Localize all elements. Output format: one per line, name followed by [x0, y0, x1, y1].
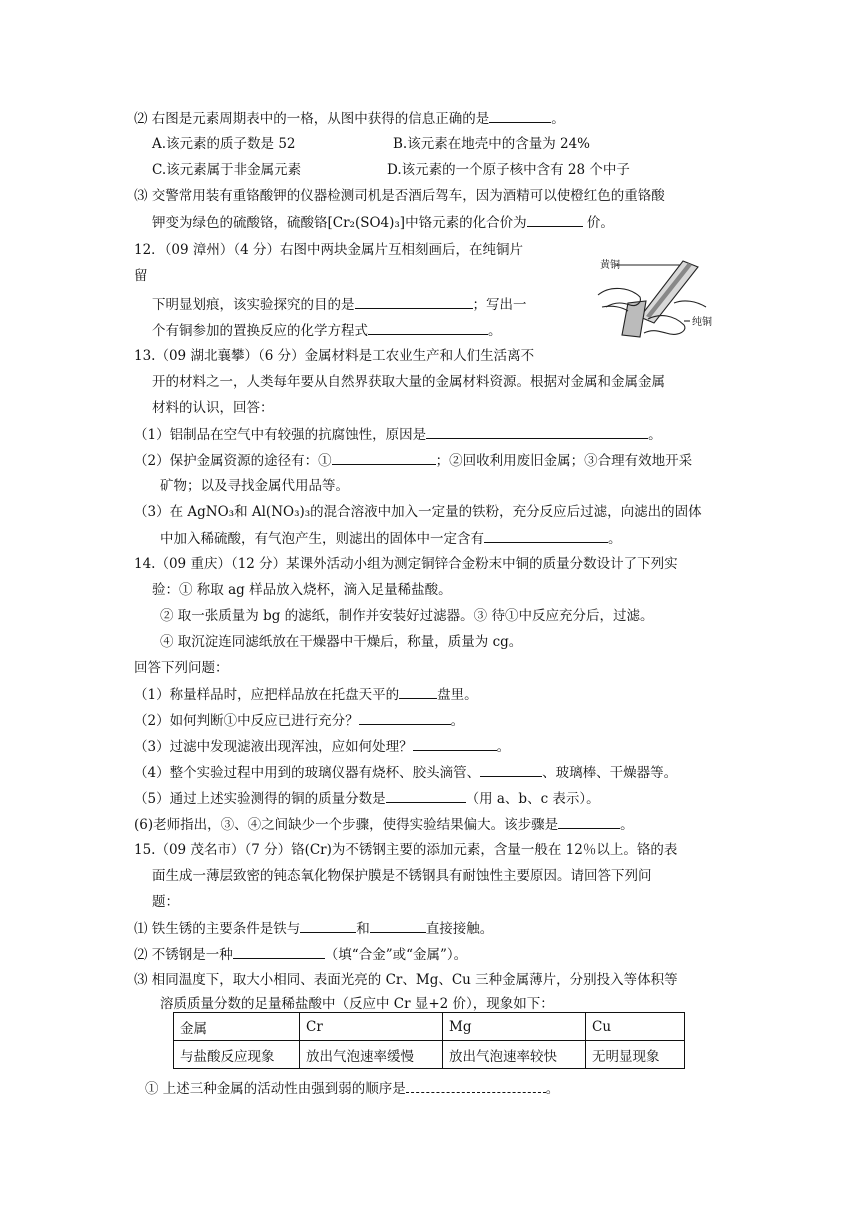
- q14-text: 、玻璃棒、干燥器等。: [542, 765, 678, 781]
- q13-line2: 开的材料之一，人类每年要从自然界获取大量的金属材料资源。根据对金属和金属金属: [152, 374, 665, 390]
- q2-stem: ⑵ 右图是元素周期表中的一格，从图中获得的信息正确的是: [134, 111, 490, 127]
- q13-text: 中加入稀硫酸，有气泡产生，则滤出的固体中一定含有: [160, 531, 484, 547]
- q14-answer-intro: 回答下列问题：: [134, 660, 229, 676]
- q12-line2: [152, 294, 527, 315]
- q12-line1: 12．（09 漳州）（4 分）右图中两块金属片互相刻画后，在纯铜片: [134, 242, 524, 258]
- answer-blank[interactable]: [300, 918, 356, 933]
- q12-text: 个有铜参加的置换反应的化学方程式: [152, 323, 368, 339]
- q15-text: 和: [356, 921, 370, 937]
- q13-text: 。: [608, 531, 622, 547]
- q14-sub5: [134, 788, 600, 809]
- answer-blank[interactable]: [489, 108, 551, 123]
- q13-sub3-cont: [160, 528, 622, 549]
- q15-line1: 15.（09 茂名市）（7 分）铬(Cr)为不锈钢主要的添加元素，含量一般在 12％以上。铬的表: [134, 842, 678, 858]
- option-b: B.该元素在地壳中的含量为 24%: [393, 136, 591, 152]
- table-cell: Cu: [586, 1013, 685, 1041]
- q13-text: （1）铝制品在空气中有较强的抗腐蚀性，原因是: [134, 427, 427, 443]
- table-cell: 与盐酸反应现象: [174, 1041, 300, 1069]
- q13-sub1: [134, 424, 662, 445]
- answer-blank[interactable]: [359, 710, 451, 725]
- q15-text: （填“合金”或“金属”）。: [324, 947, 468, 963]
- q13-text: （2）保护金属资源的途径有：①: [134, 453, 332, 469]
- q12-text: 下明显划痕，该实验探究的目的是: [152, 297, 355, 313]
- q13-sub3: （3）在 AgNO₃和 Al(NO₃)₃的混合溶液中加入一定量的铁粉，充分反应后过滤，向滤出的固体: [134, 504, 702, 520]
- q14-text: 。: [450, 713, 465, 729]
- q15-sub2: [134, 944, 467, 965]
- q12-text: ；写出一: [472, 297, 527, 313]
- answer-blank[interactable]: [355, 294, 473, 309]
- q15-text: ① 上述三种金属的活动性由强到弱的顺序是: [145, 1081, 406, 1097]
- table-cell: Mg: [443, 1013, 586, 1041]
- q14-text: 。: [496, 739, 511, 755]
- q13-line3: 材料的认识，回答：: [152, 400, 274, 416]
- answer-blank[interactable]: [406, 1078, 546, 1093]
- q15-text: ⑵ 不锈钢是一种: [134, 947, 233, 963]
- table-row: [174, 1013, 685, 1041]
- q14-text: 。: [620, 817, 634, 833]
- q15-sub3-cont: 溶质质量分数的足量稀盐酸中（反应中 Cr 显+2 价），现象如下：: [160, 996, 554, 1012]
- option-c: C.该元素属于非金属元素: [152, 162, 302, 178]
- q14-sub2: [134, 710, 464, 731]
- table-row: [174, 1041, 685, 1069]
- q14-sub6: [134, 814, 634, 835]
- metal-scratch-figure: [588, 255, 718, 340]
- table-cell: 无明显现象: [586, 1041, 685, 1069]
- table-cell: 放出气泡速率较快: [443, 1041, 586, 1069]
- q14-text: （3）过滤中发现滤液出现浑浊，应如何处理？: [134, 739, 413, 755]
- q14-text: （1）称量样品时，应把样品放在托盘天平的: [134, 687, 400, 703]
- table-cell: 金属: [174, 1013, 300, 1041]
- q2-stem-line: [134, 108, 565, 129]
- answer-blank[interactable]: [332, 450, 436, 465]
- q14-line1: 14.（09 重庆）（12 分）某课外活动小组为测定铜锌合金粉末中铜的质量分数设计了下列实: [134, 556, 678, 572]
- q15-text: 。: [545, 1081, 560, 1097]
- option-a: A.该元素的质子数是 52: [152, 136, 296, 152]
- q3-line1: ⑶ 交警常用装有重铬酸钾的仪器检测司机是否酒后驾车，因为酒精可以使橙红色的重铬酸: [134, 188, 665, 204]
- q13-sub2-cont: 矿物；以及寻找金属代用品等。: [160, 478, 349, 494]
- q15-sub4: [145, 1078, 559, 1099]
- q14-sub1: [134, 684, 478, 705]
- q15-line3: 题：: [152, 894, 179, 910]
- q14-text: （5）通过上述实验测得的铜的质量分数是: [134, 791, 386, 807]
- q13-sub2: [134, 450, 692, 471]
- answer-blank[interactable]: [413, 736, 497, 751]
- q13-text: ；②回收利用废旧金属；③合理有效地开采: [435, 453, 693, 469]
- answer-blank[interactable]: [484, 528, 608, 543]
- q15-line2: 面生成一薄层致密的钝态氧化物保护膜是不锈钢具有耐蚀性主要原因。请回答下列问: [152, 868, 652, 884]
- answer-blank[interactable]: [480, 762, 542, 777]
- label-brass: 黄铜: [600, 260, 620, 271]
- q14-sub3: [134, 736, 510, 757]
- q15-sub1: [134, 918, 493, 939]
- q12-text: 。: [488, 323, 502, 339]
- q14-line4: ④ 取沉淀连同滤纸放在干燥器中干燥后，称量，质量为 cg。: [160, 634, 523, 650]
- q14-line3: ② 取一张质量为 bg 的滤纸，制作并安装好过滤器。③ 待①中反应充分后，过滤。: [160, 608, 654, 624]
- q14-text: (6)老师指出，③、④之间缺少一个步骤，使得实验结果偏大。该步骤是: [134, 817, 559, 833]
- q3-line2: [152, 212, 614, 233]
- q12-line3: [152, 320, 502, 341]
- option-d: D.该元素的一个原子核中含有 28 个中子: [387, 162, 630, 178]
- q15-text: ⑴ 铁生锈的主要条件是铁与: [134, 921, 301, 937]
- label-copper: 纯铜: [692, 317, 712, 328]
- answer-blank[interactable]: [399, 684, 437, 699]
- q14-text: （2）如何判断①中反应已进行充分？: [134, 713, 359, 729]
- answer-blank[interactable]: [558, 814, 620, 829]
- table-cell: 放出气泡速率缓慢: [300, 1041, 443, 1069]
- q3-end: 价。: [582, 215, 614, 231]
- q13-line1: 13.（09 湖北襄攀）（6 分）金属材料是工农业生产和人们生活离不: [134, 348, 535, 364]
- answer-blank[interactable]: [527, 212, 583, 227]
- table-cell: Cr: [300, 1013, 443, 1041]
- q2-end: 。: [551, 111, 565, 127]
- answer-blank[interactable]: [370, 918, 426, 933]
- q14-text: （4）整个实验过程中用到的玻璃仪器有烧杯、胶头滴管、: [134, 765, 481, 781]
- q14-text: 盘里。: [437, 687, 478, 703]
- answer-blank[interactable]: [368, 320, 488, 335]
- q13-text: 。: [648, 427, 662, 443]
- q14-text: （用 a、b、c 表示）。: [465, 791, 600, 807]
- q15-sub3: ⑶ 相同温度下，取大小相同、表面光亮的 Cr、Mg、Cu 三种金属薄片，分别投入等体积等: [134, 972, 678, 988]
- copper-plate-shape: [622, 301, 646, 337]
- answer-blank[interactable]: [426, 424, 648, 439]
- answer-blank[interactable]: [386, 788, 466, 803]
- q12-line1b: 留: [134, 268, 148, 284]
- q14-sub4: [134, 762, 677, 783]
- answer-blank[interactable]: [233, 944, 325, 959]
- metal-reaction-table: [173, 1012, 685, 1069]
- q3-text: 钾变为绿色的硫酸铬，硫酸铬[Cr₂(SO4)₃]中铬元素的化合价为: [152, 215, 527, 231]
- q15-text: 直接接触。: [425, 921, 494, 937]
- q14-line2: 验：① 称取 ag 样品放入烧杯，滴入足量稀盐酸。: [152, 582, 452, 598]
